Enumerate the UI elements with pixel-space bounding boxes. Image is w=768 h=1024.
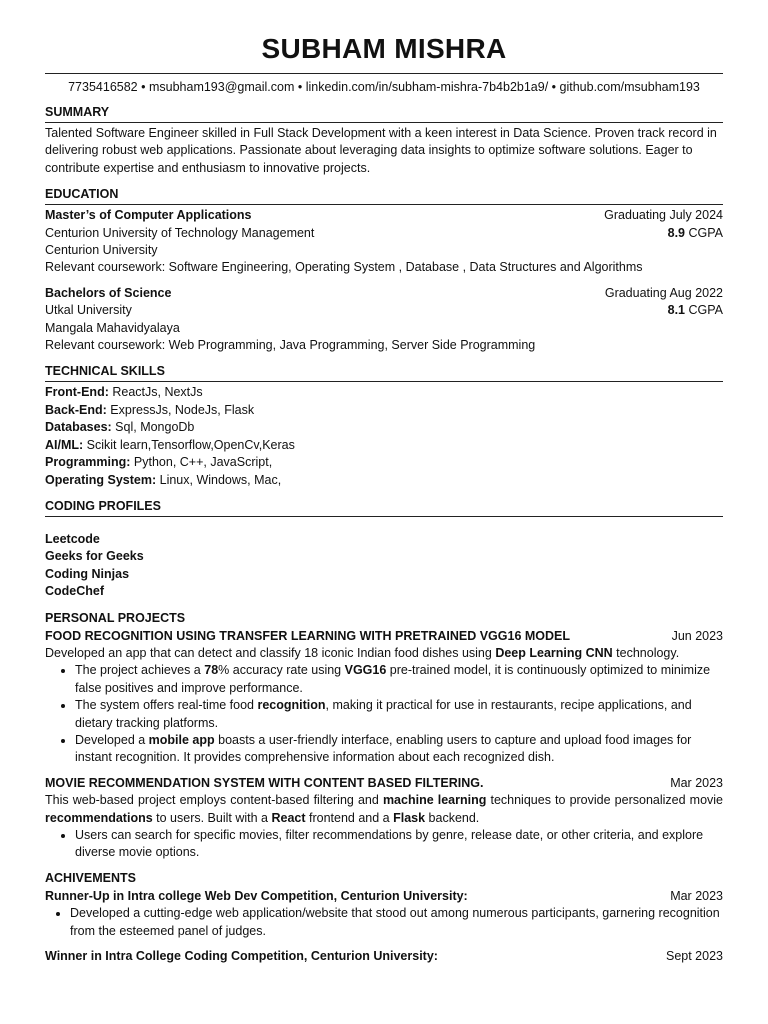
section-title: PERSONAL PROJECTS <box>45 610 186 625</box>
achievements-section <box>45 870 723 966</box>
text-run: frontend and a <box>305 810 394 825</box>
text-run: backend. <box>425 810 480 825</box>
profile-link-codingninjas[interactable]: Coding Ninjas <box>45 566 130 581</box>
grade-value: 8.9 <box>667 225 686 240</box>
project-description <box>45 792 723 827</box>
text-run: The system offers real-time food <box>75 698 258 713</box>
section-title: SUMMARY <box>45 104 723 123</box>
achievement-date: Sept 2023 <box>666 949 723 964</box>
emphasis-text: Deep Learning CNN <box>495 645 613 660</box>
grade <box>668 302 723 319</box>
grade-unit: CGPA <box>685 225 723 240</box>
text-run: The project achieves a <box>75 663 205 678</box>
skill-label: Operating System: <box>45 472 157 487</box>
skill-value: Python, C++, JavaScript, <box>130 455 273 470</box>
text-run: boasts a user-friendly interface, enabling users to capture and upload food images for instant recognition. It provides comprehensive information about each recognized dish. <box>75 732 692 765</box>
linkedin-link[interactable]: linkedin.com/in/subham-mishra-7b4b2b1a9/ <box>305 80 549 94</box>
skill-label: Front-End: <box>45 385 109 400</box>
separator: • <box>137 80 149 94</box>
text-run: Users can search for specific movies, filter recommendations by genre, release date, or other criteria, and explore diverse movie options. <box>75 828 704 860</box>
grade-unit: CGPA <box>685 303 723 318</box>
graduation-date: Graduating Aug 2022 <box>604 285 723 300</box>
project-title: FOOD RECOGNITION USING TRANSFER LEARNING WITH PRETRAINED VGG16 MODEL <box>45 628 571 643</box>
text-run: Developed a <box>75 732 149 747</box>
summary-text: Talented Software Engineer skilled in Full Stack Development with a keen interest in Data Science. Proven track record in delivering robust web applications. Passionate about leveraging data insights to optimize software solutions. Eager to contribute expertise and enthusiasm to innovative projects. <box>45 126 717 175</box>
summary-section <box>45 104 723 177</box>
education-entry <box>45 285 723 355</box>
graduation-date: Graduating July 2024 <box>604 208 723 223</box>
skill-row <box>45 472 723 489</box>
bullet-item <box>75 732 723 767</box>
education-section <box>45 186 723 354</box>
achievement-entry <box>45 888 723 940</box>
institution: Centurion University of Technology Management <box>45 225 315 240</box>
skills-section <box>45 363 723 488</box>
project-bullets <box>45 662 723 766</box>
achievement-header <box>45 888 723 905</box>
achievement-entry <box>45 948 723 965</box>
sub-institution: Centurion University <box>45 243 158 258</box>
text-run: pre-trained model, it is continuously optimized to minimize false positives and improve performance. <box>75 663 711 695</box>
text-run: technology. <box>612 645 680 660</box>
candidate-name: SUBHAM MISHRA <box>261 33 507 64</box>
project-date: Jun 2023 <box>671 628 723 643</box>
contact-line <box>45 73 723 95</box>
project-entry <box>45 628 723 767</box>
profile-link-codechef[interactable]: CodeChef <box>45 584 105 599</box>
emphasis-text: recognition <box>257 698 326 713</box>
achievement-header <box>45 948 723 965</box>
coursework: Relevant coursework: Web Programming, Java Programming, Server Side Programming <box>45 338 536 353</box>
skill-value: Linux, Windows, Mac, <box>156 472 282 487</box>
text-run: , making it practical for use in restaurants, recipe applications, and dietary tracking platforms. <box>75 698 692 730</box>
emphasis-text: 78 <box>204 663 219 678</box>
skill-label: Programming: <box>45 455 131 470</box>
projects-section <box>45 610 723 862</box>
education-entry <box>45 207 723 277</box>
text-run: to users. Built with a <box>152 810 272 825</box>
emphasis-text: mobile app <box>148 732 215 747</box>
achievements-list <box>45 888 723 966</box>
project-title: MOVIE RECOMMENDATION SYSTEM WITH CONTENT BASED FILTERING. <box>45 775 484 790</box>
separator: • <box>294 80 306 94</box>
profiles-section <box>45 498 723 601</box>
skill-row <box>45 437 723 454</box>
degree-title: Master’s of Computer Applications <box>45 208 252 223</box>
skill-row <box>45 454 723 471</box>
project-entry <box>45 775 723 862</box>
email-link[interactable]: msubham193@gmail.com <box>148 80 295 94</box>
skill-value: ReactJs, NextJs <box>108 385 203 400</box>
institution: Utkal University <box>45 303 132 318</box>
phone-number: 7735416582 <box>68 80 138 94</box>
skill-row <box>45 402 723 419</box>
separator: • <box>548 80 560 94</box>
coursework: Relevant coursework: Software Engineering, Operating System , Database , Data Structures and Algorithms <box>45 260 643 275</box>
bullet-item <box>75 697 723 732</box>
skill-label: AI/ML: <box>45 437 84 452</box>
skill-label: Back-End: <box>45 402 107 417</box>
achievement-bullets <box>45 905 723 940</box>
skill-row <box>45 384 723 401</box>
text-run: % accuracy rate using <box>218 663 345 678</box>
project-date: Mar 2023 <box>670 775 723 790</box>
bullet-item <box>75 827 723 862</box>
section-title: ACHIVEMENTS <box>45 870 136 885</box>
bullet-item: • Developed a cutting-edge web application/website that stood out among numerous participants, garnering recognition from the esteemed panel of judges. <box>70 905 723 940</box>
skill-label: Databases: <box>45 420 112 435</box>
profile-link-leetcode[interactable]: Leetcode <box>45 531 100 546</box>
section-title: TECHNICAL SKILLS <box>45 363 723 382</box>
degree-title: Bachelors of Science <box>45 285 172 300</box>
bullet-item <box>75 662 723 697</box>
projects-list <box>45 628 723 862</box>
emphasis-text: machine learning <box>382 793 487 808</box>
achievement-date: Mar 2023 <box>670 888 723 903</box>
skill-value: Scikit learn,Tensorflow,OpenCv,Keras <box>83 437 295 452</box>
project-description <box>45 645 723 662</box>
project-header <box>45 775 723 792</box>
github-link[interactable]: github.com/msubham193 <box>559 80 700 94</box>
resume-page <box>45 30 723 973</box>
skill-row <box>45 419 723 436</box>
emphasis-text: React <box>271 810 306 825</box>
achievement-title: Winner in Intra College Coding Competition, Centurion University: <box>45 949 438 964</box>
emphasis-text: recommendations <box>45 810 153 825</box>
project-header <box>45 628 723 645</box>
emphasis-text: Flask <box>393 810 426 825</box>
text-run: Developed an app that can detect and classify 18 iconic Indian food dishes using <box>45 645 496 660</box>
section-title: CODING PROFILES <box>45 498 723 517</box>
skill-value: ExpressJs, NodeJs, Flask <box>106 402 255 417</box>
profile-list <box>45 531 723 601</box>
skill-value: Sql, MongoDb <box>111 420 195 435</box>
emphasis-text: VGG16 <box>344 663 387 678</box>
section-title: EDUCATION <box>45 186 723 205</box>
project-bullets <box>45 827 723 862</box>
sub-institution: Mangala Mahavidyalaya <box>45 320 180 335</box>
grade-value: 8.1 <box>667 303 686 318</box>
profile-link-geeksforgeeks[interactable]: Geeks for Geeks <box>45 549 144 564</box>
grade <box>668 225 723 242</box>
text-run: This web-based project employs content-based filtering and <box>45 793 383 808</box>
achievement-title: Runner-Up in Intra college Web Dev Competition, Centurion University: <box>45 888 468 903</box>
text-run: techniques to provide personalized movie <box>486 793 723 808</box>
